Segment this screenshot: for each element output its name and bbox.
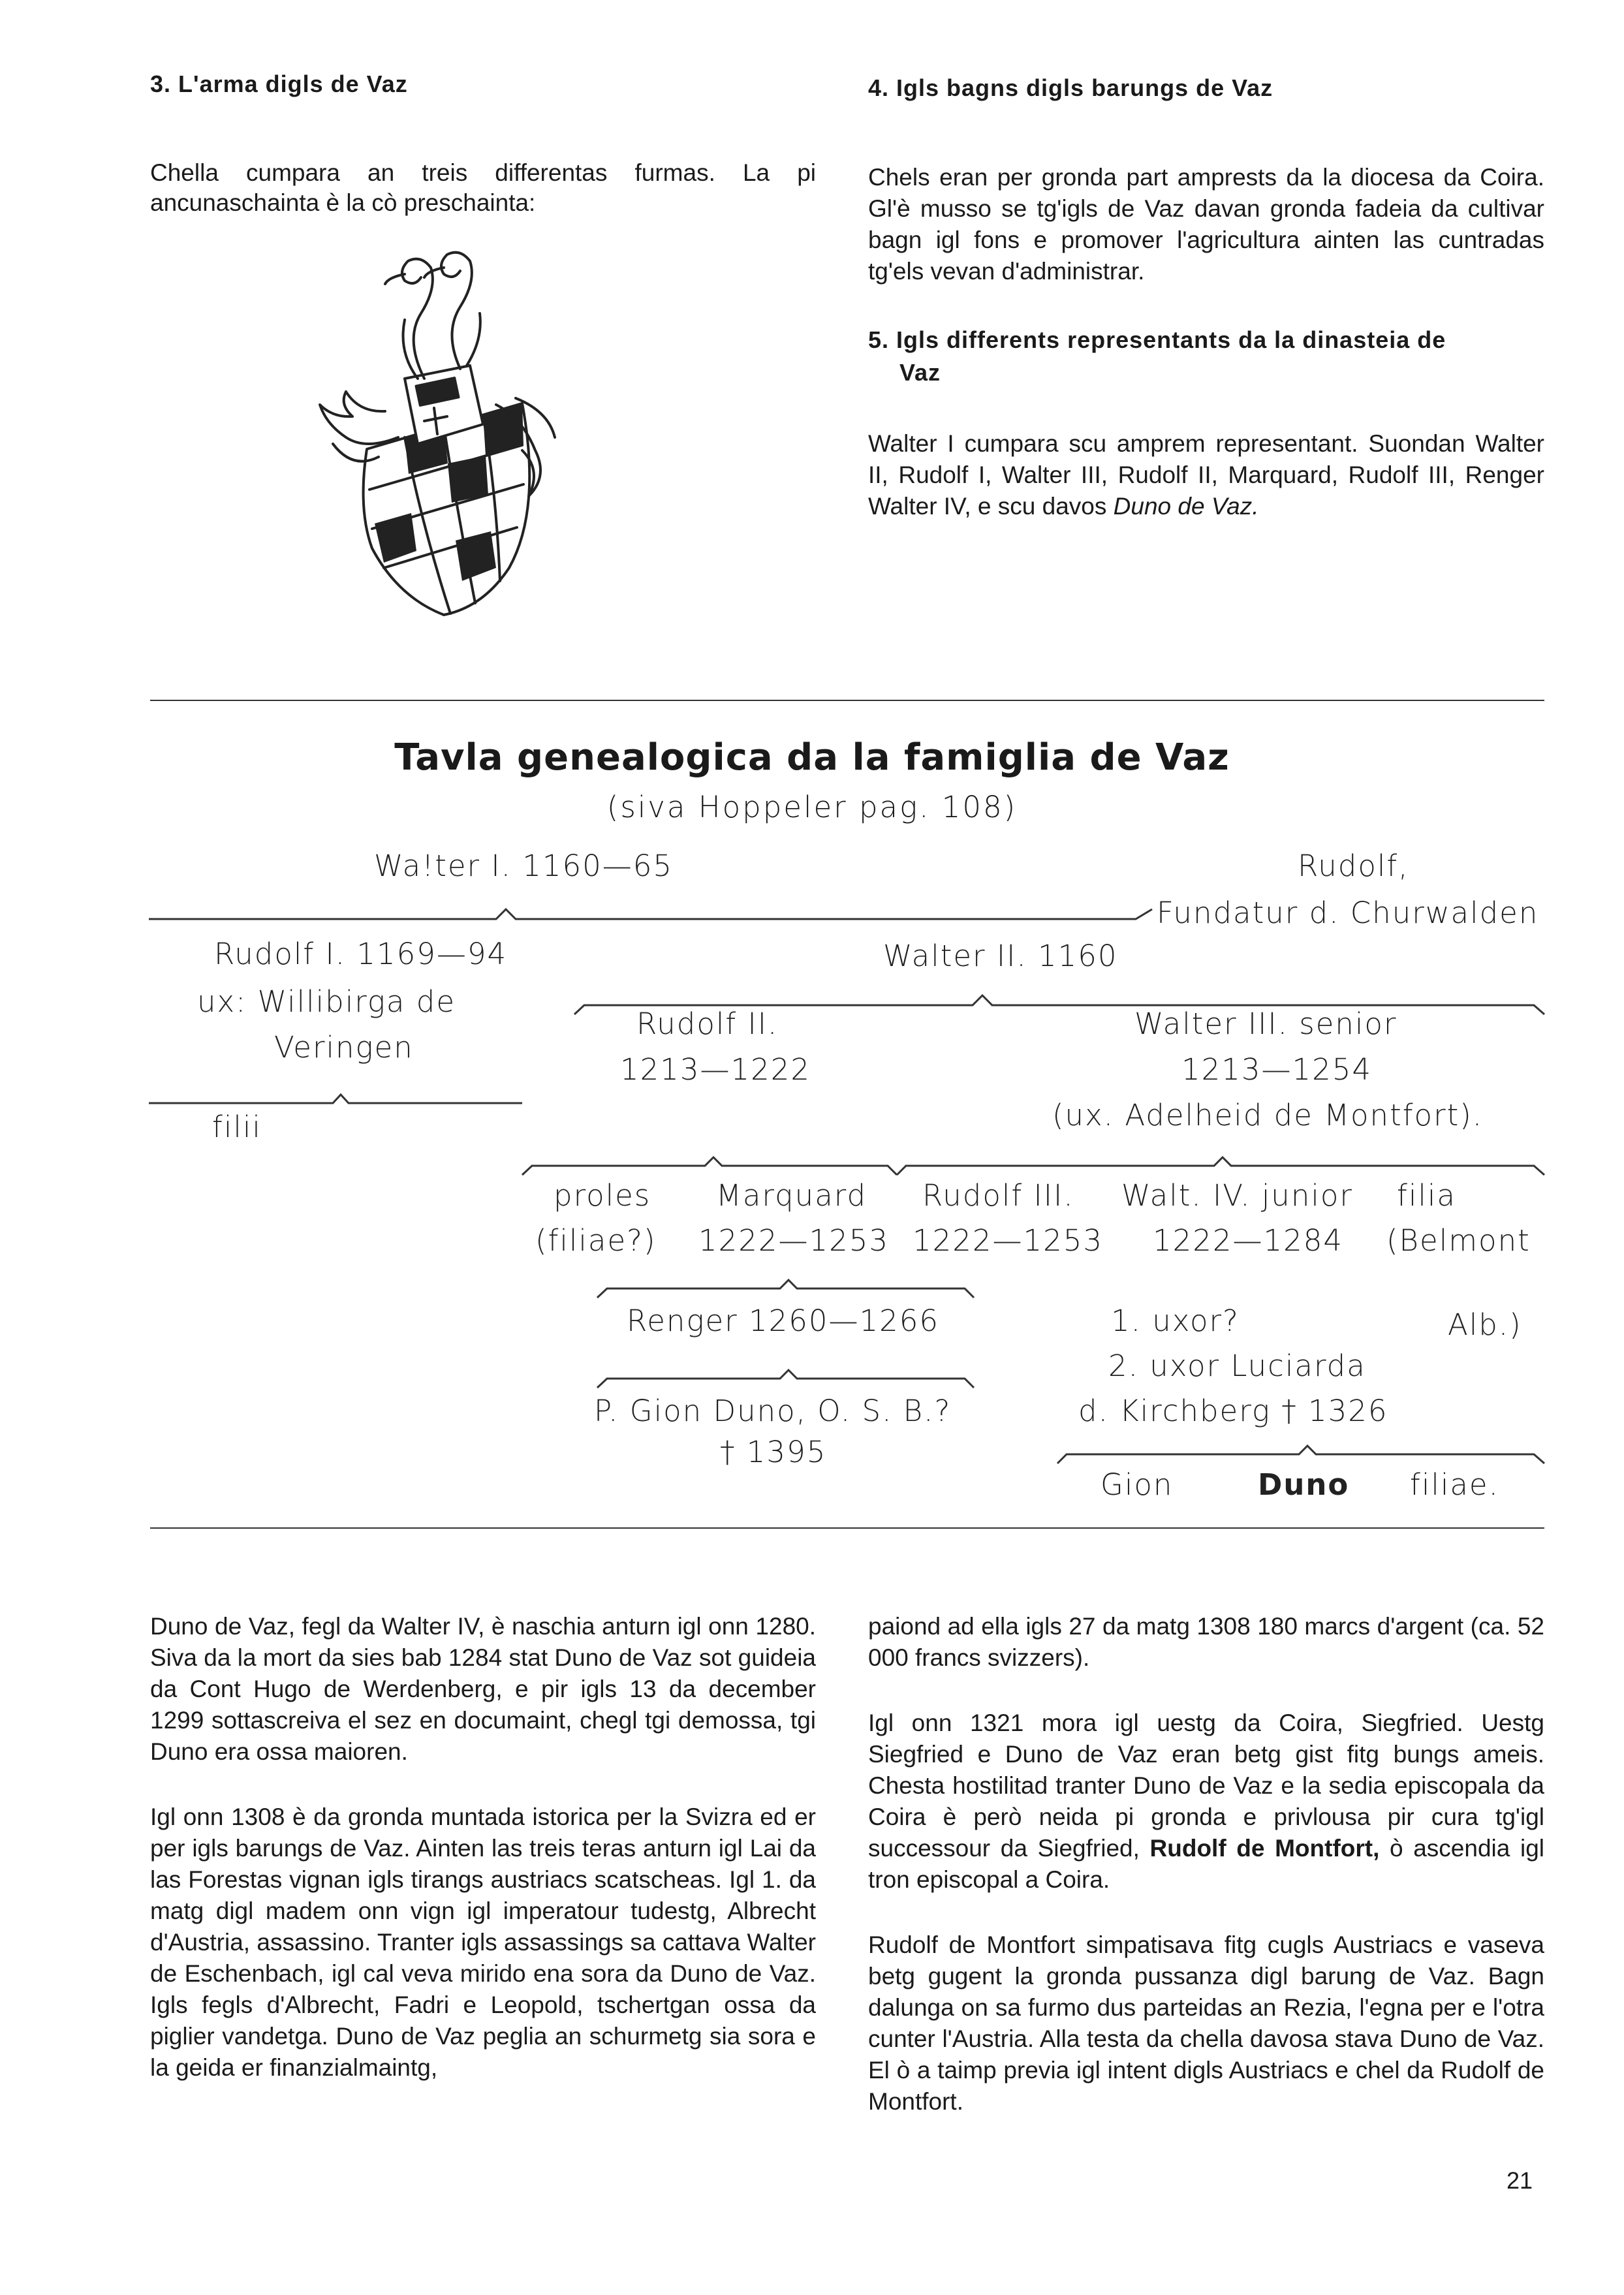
rudolf-2-line2: 1213—1222 bbox=[620, 1052, 811, 1087]
bracket-rudolf1 bbox=[149, 1095, 522, 1103]
walter-4-uxor-2: 2. uxor Luciarda bbox=[1108, 1349, 1366, 1383]
lower-right-p1: paiond ad ella igls 27 da matg 1308 180 marcs d'argent (ca. 52 000 francs svizzers). bbox=[868, 1613, 1544, 1671]
lower-right-column bbox=[868, 1611, 1544, 2151]
rudolf-2-line1: Rudolf II. bbox=[636, 1007, 779, 1041]
walter-3-line1: Walter III. senior bbox=[1134, 1007, 1398, 1041]
section-5-heading-line2: Vaz bbox=[899, 359, 941, 386]
genealogy-title: Tavla genealogica da la famiglia de Vaz bbox=[394, 736, 1230, 779]
lower-right-p2-pre: Igl onn 1321 mora igl uestg da Coira, Siegfried. Uestg Siegfried e Duno de Vaz eran betg gist fitg bungs ameis. Chesta hostilitad tranter Duno de Vaz e la sedia episcopala da Coira è però neida pi gronda e privlousa pir cura tg'igl successour da Siegfried, bbox=[868, 1710, 1544, 1862]
rudolf-fundatur-line1: Rudolf, bbox=[1298, 849, 1409, 883]
walter-3-line3: (ux. Adelheid de Montfort). bbox=[1052, 1098, 1484, 1132]
gion-duno-osb-line1: P. Gion Duno, O. S. B.? bbox=[594, 1394, 952, 1428]
bracket-rudolf2 bbox=[522, 1157, 897, 1175]
rudolf-3-line2: 1222—1253 bbox=[913, 1223, 1104, 1258]
proles-line1: proles bbox=[554, 1178, 651, 1213]
rudolf-3-line1: Rudolf III. bbox=[922, 1178, 1074, 1213]
ux-willibirga-line1: ux: Willibirga de bbox=[197, 984, 456, 1019]
filia-line1: filia bbox=[1397, 1178, 1456, 1213]
section-5-text-main: Walter I cumpara scu amprem representant. Suondan Walter II, Rudolf I, Walter III, Rudolf II, Marquard, Rudolf III, Renger Walter IV, e scu davos bbox=[868, 430, 1544, 520]
filii: filii bbox=[212, 1110, 262, 1144]
section-4-heading: 4. Igls bagns digls barungs de Vaz bbox=[868, 74, 1273, 101]
lower-right-p2-bold: Rudolf de Montfort, bbox=[1149, 1835, 1380, 1862]
walter-1: Wa!ter I. 1160—65 bbox=[374, 849, 674, 883]
rudolf-fundatur-line2: Fundatur d. Churwalden bbox=[1157, 896, 1539, 930]
section-5-heading-line1: 5. Igls differents representants da la dinasteia de bbox=[868, 326, 1446, 353]
bracket-walter1 bbox=[149, 909, 1152, 919]
gion: Gion bbox=[1101, 1467, 1174, 1502]
bracket-renger bbox=[597, 1370, 974, 1388]
bracket-walter3 bbox=[897, 1157, 1544, 1175]
walter-4-kirchberg: d. Kirchberg † 1326 bbox=[1078, 1394, 1388, 1428]
section-3-text: Chella cumpara an treis differentas furmas. La pi ancunaschainta è la cò preschainta: bbox=[150, 159, 816, 216]
genealogy-bottom-rule bbox=[150, 1527, 1544, 1529]
lower-left-column bbox=[150, 1611, 816, 2117]
marquard-line2: 1222—1253 bbox=[698, 1223, 890, 1258]
filia-line2: (Belmont bbox=[1386, 1223, 1531, 1258]
renger: Renger 1260—1266 bbox=[627, 1304, 939, 1338]
genealogy-subtitle: (siva Hoppeler pag. 108) bbox=[606, 790, 1018, 824]
walter-2: Walter II. 1160 bbox=[883, 939, 1118, 973]
lower-right-p2 bbox=[868, 1708, 1544, 1896]
rudolf-1: Rudolf I. 1169—94 bbox=[214, 937, 508, 971]
ux-willibirga-line2: Veringen bbox=[274, 1030, 414, 1065]
filiae: filiae. bbox=[1410, 1467, 1499, 1502]
section-4-text: Chels eran per gronda part amprests da la diocesa da Coira. Gl'è musso se tg'igls de Vaz davan gronda fadeia da cultivar bagn igl fons e promover l'agricultura ainten las cuntradas tg'els vevan d'administrar. bbox=[868, 164, 1544, 285]
filia-line3: Alb.) bbox=[1448, 1307, 1522, 1342]
gion-duno-osb-line2: † 1395 bbox=[720, 1435, 827, 1469]
lower-right-p3: Rudolf de Montfort simpatisava fitg cugls Austriacs e vaseva betg gugent la gronda pussanza digl barung de Vaz. Bagn dalunga on sa furmo dus parteidas an Rezia, l'egna per e l'otra cunter l'Austria. Alla testa da chella davosa stava Duno de Vaz. El ò a taimp previa igl intent digls Austriacs e chel da Rudolf de Montfort. bbox=[868, 1931, 1544, 2115]
proles-line2: (filiae?) bbox=[535, 1223, 657, 1258]
bracket-renger-parents bbox=[597, 1280, 974, 1298]
section-3-heading: 3. L'arma digls de Vaz bbox=[150, 70, 408, 97]
walter-4-line2: 1222—1284 bbox=[1153, 1223, 1344, 1258]
lower-left-p1: Duno de Vaz, fegl da Walter IV, è naschia anturn igl onn 1280. Siva da la mort da sies bab 1284 stat Duno de Vaz sot guideia da Cont Hugo de Werdenberg, e pir igls 13 da december 1299 sottascreiva el sez en documaint, chegl tgi demossa, tgi Duno era ossa maioren. bbox=[150, 1613, 816, 1765]
walter-4-uxor-1: 1. uxor? bbox=[1111, 1304, 1240, 1338]
walter-3-line2: 1213—1254 bbox=[1181, 1052, 1373, 1087]
marquard-line1: Marquard bbox=[716, 1178, 867, 1213]
walter-4-line1: Walt. IV. junior bbox=[1121, 1178, 1353, 1213]
section-5-text-italic: Duno de Vaz. bbox=[1113, 493, 1259, 520]
page-number: 21 bbox=[1507, 2167, 1533, 2194]
lower-left-p2: Igl onn 1308 è da gronda muntada istorica per la Svizra ed er per igls barungs de Vaz. Ainten las treis teras anturn igl Lai da las Forestas vignan igls tirangs austriacs scatscheas. Igl 1. da matg digl madem onn vign igl imperatour tudestg, Albrecht d'Austria, assassino. Tranter igls assassings sa cattava Walter de Eschenbach, igl cal veva mirido ena sora da Duno de Vaz. Igls fegls d'Albrecht, Fadri e Leopold, tschertgan ossa da piglier vandetga. Duno de Vaz peglia an schurmetg sia sora e la geida er finanzialmaintg, bbox=[150, 1803, 816, 2081]
bracket-walter4 bbox=[1057, 1446, 1544, 1463]
duno: Duno bbox=[1258, 1467, 1350, 1502]
lower-right-p2-post: ò ascendia igl tron episcopal a Coira. bbox=[868, 1835, 1544, 1893]
